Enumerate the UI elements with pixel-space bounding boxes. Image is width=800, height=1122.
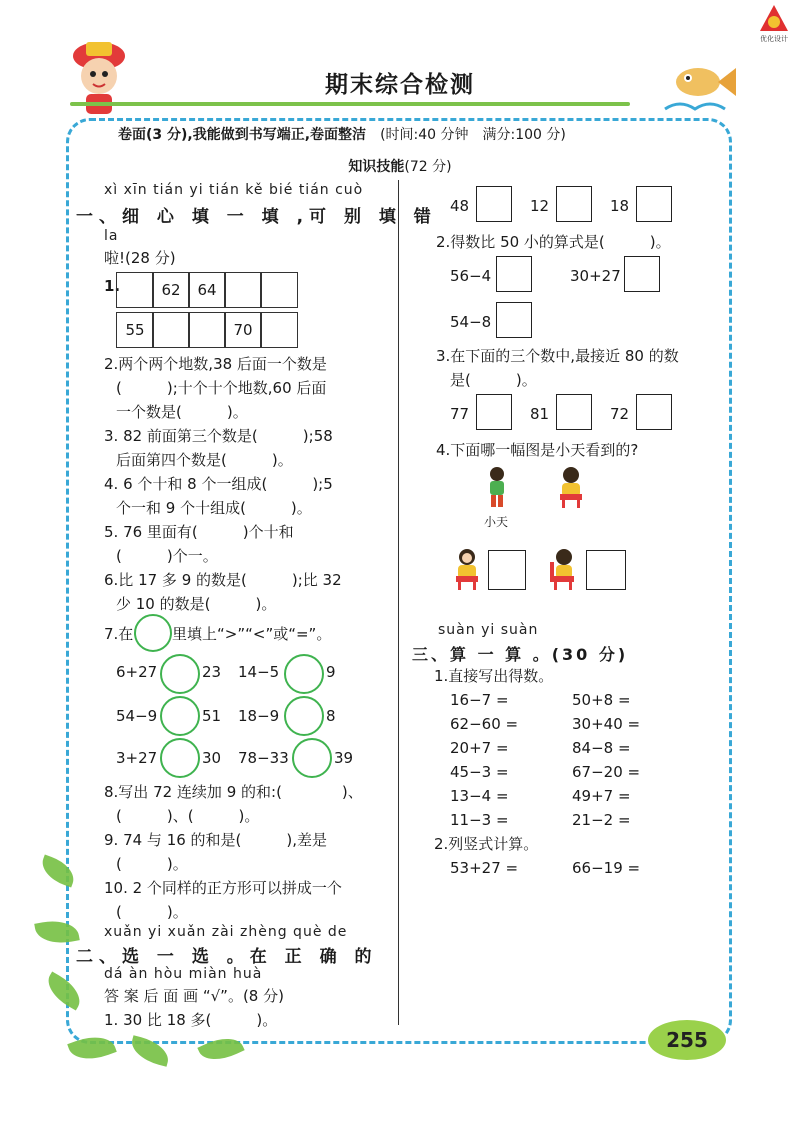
q1-option: 12 — [530, 197, 550, 215]
calc-item: 11−3 = — [450, 811, 509, 829]
p2-q3-line1: 3.在下面的三个数中,最接近 80 的数 — [436, 347, 679, 365]
answer-box[interactable] — [488, 550, 526, 590]
rule-text: 卷面(3 分),我能做到书写端正,卷面整洁 (时间:40 分钟 满分:100 分) — [118, 127, 566, 143]
part3-heading: 三、算 一 算 。(30 分) — [412, 645, 629, 664]
compare-right: 23 — [202, 663, 222, 681]
kid-xiaotian-illustration — [484, 466, 510, 512]
q8-line1: 8.写出 72 连续加 9 的和:( )、 — [104, 783, 363, 801]
answer-box[interactable] — [636, 186, 672, 222]
q1-option: 48 — [450, 197, 470, 215]
q2-line3: 一个数是( )。 — [116, 403, 248, 421]
grid-cell[interactable] — [116, 272, 154, 308]
q9-line2: ( )。 — [116, 855, 188, 873]
part2-heading2: 答 案 后 面 画 “√”。(8 分) — [104, 987, 284, 1005]
q4-line2: 个一和 9 个十组成( )。 — [116, 499, 312, 517]
compare-circle[interactable] — [160, 738, 200, 778]
q1-option: 18 — [610, 197, 630, 215]
grid-cell: 62 — [152, 272, 190, 308]
page-number: 255 — [648, 1020, 726, 1060]
p2-q4: 4.下面哪一幅图是小天看到的? — [436, 441, 639, 459]
publisher-logo: 优化设计 — [752, 4, 796, 44]
fish-illustration — [660, 54, 740, 114]
answer-box[interactable] — [636, 394, 672, 430]
grid-cell[interactable] — [224, 272, 262, 308]
part2-pinyin: xuǎn yi xuǎn zài zhèng què de — [104, 924, 348, 940]
calc-item: 84−8 = — [572, 739, 631, 757]
vertical-calc: 66−19 = — [572, 859, 641, 877]
q2-option: 56−4 — [450, 267, 492, 285]
p2-q3-line2: 是( )。 — [450, 371, 537, 389]
compare-circle[interactable] — [284, 696, 324, 736]
grid-cell: 55 — [116, 312, 154, 348]
answer-box[interactable] — [556, 394, 592, 430]
q7-suffix: 里填上“>”“<”或“=”。 — [172, 625, 332, 643]
answer-box[interactable] — [624, 256, 660, 292]
header-line — [70, 102, 630, 106]
answer-box[interactable] — [556, 186, 592, 222]
calc-item: 67−20 = — [572, 763, 641, 781]
q3-line2: 后面第四个数是( )。 — [116, 451, 293, 469]
grid-cell: 70 — [224, 312, 262, 348]
calc-item: 50+8 = — [572, 691, 631, 709]
p2-q2: 2.得数比 50 小的算式是( )。 — [436, 233, 671, 251]
compare-circle[interactable] — [134, 614, 172, 652]
compare-left: 18−9 — [238, 707, 280, 725]
calc-item: 30+40 = — [572, 715, 641, 733]
answer-box[interactable] — [476, 186, 512, 222]
q10-line1: 10. 2 个同样的正方形可以拼成一个 — [104, 879, 342, 897]
compare-left: 3+27 — [116, 749, 158, 767]
calc-item: 45−3 = — [450, 763, 509, 781]
part3-pinyin: suàn yi suàn — [438, 622, 539, 638]
q9-line1: 9. 74 与 16 的和是( ),差是 — [104, 831, 328, 849]
p2-q1: 1. 30 比 18 多( )。 — [104, 1011, 278, 1029]
q3-option: 77 — [450, 405, 470, 423]
calc-item: 62−60 = — [450, 715, 519, 733]
p3-q2: 2.列竖式计算。 — [434, 835, 539, 853]
compare-left: 14−5 — [238, 663, 280, 681]
part1-heading: 一、细 心 填 一 填 ,可 别 填 错 — [76, 207, 437, 227]
q6-line2: 少 10 的数是( )。 — [116, 595, 277, 613]
part1-heading2: 啦!(28 分) — [104, 249, 176, 267]
girl-seated-back-illustration — [556, 466, 586, 512]
compare-circle[interactable] — [292, 738, 332, 778]
compare-right: 9 — [326, 663, 336, 681]
q1-number: 1. — [104, 277, 121, 295]
compare-left: 78−33 — [238, 749, 289, 767]
calc-item: 16−7 = — [450, 691, 509, 709]
calc-item: 20+7 = — [450, 739, 509, 757]
grid-cell: 64 — [188, 272, 226, 308]
grid-cell[interactable] — [260, 312, 298, 348]
compare-left: 54−9 — [116, 707, 158, 725]
compare-circle[interactable] — [160, 696, 200, 736]
compare-circle[interactable] — [284, 654, 324, 694]
q3-option: 72 — [610, 405, 630, 423]
section-title: 知识技能(72 分) — [348, 159, 452, 175]
calc-item: 49+7 = — [572, 787, 631, 805]
answer-box[interactable] — [496, 302, 532, 338]
q5-line1: 5. 76 里面有( )个十和 — [104, 523, 294, 541]
q2-line2: ( );十个十个地数,60 后面 — [116, 379, 327, 397]
xiaotian-caption: 小天 — [484, 515, 509, 529]
q6-line1: 6.比 17 多 9 的数是( );比 32 — [104, 571, 342, 589]
p3-q1: 1.直接写出得数。 — [434, 667, 554, 685]
q2-option: 54−8 — [450, 313, 492, 331]
grid-cell[interactable] — [188, 312, 226, 348]
part2-heading: 二、选 一 选 。在 正 确 的 — [76, 947, 378, 967]
q3-line1: 3. 82 前面第三个数是( );58 — [104, 427, 333, 445]
q2-option: 30+27 — [570, 267, 621, 285]
q3-option: 81 — [530, 405, 550, 423]
girl-seated-front-illustration — [452, 548, 482, 594]
page-title: 期末综合检测 — [325, 72, 475, 98]
grid-cell[interactable] — [152, 312, 190, 348]
answer-box[interactable] — [496, 256, 532, 292]
column-divider — [398, 180, 399, 1025]
compare-left: 6+27 — [116, 663, 158, 681]
q8-line2: ( )、( )。 — [116, 807, 260, 825]
answer-box[interactable] — [586, 550, 626, 590]
calc-item: 13−4 = — [450, 787, 509, 805]
q4-line1: 4. 6 个十和 8 个一组成( );5 — [104, 475, 333, 493]
girl-seated-side-illustration — [546, 548, 580, 594]
calc-item: 21−2 = — [572, 811, 631, 829]
compare-circle[interactable] — [160, 654, 200, 694]
q7-prefix: 7.在 — [104, 625, 134, 643]
compare-right: 51 — [202, 707, 222, 725]
grid-cell[interactable] — [260, 272, 298, 308]
q2-line1: 2.两个两个地数,38 后面一个数是 — [104, 355, 327, 373]
q10-line2: ( )。 — [116, 903, 188, 921]
answer-box[interactable] — [476, 394, 512, 430]
compare-right: 8 — [326, 707, 336, 725]
part1-pinyin2: la — [104, 228, 119, 244]
q5-line2: ( )个一。 — [116, 547, 218, 565]
part2-pinyin2: dá àn hòu miàn huà — [104, 966, 263, 982]
compare-right: 30 — [202, 749, 222, 767]
vertical-calc: 53+27 = — [450, 859, 519, 877]
compare-right: 39 — [334, 749, 354, 767]
part1-pinyin: xì xīn tián yi tián kě bié tián cuò — [104, 182, 364, 198]
